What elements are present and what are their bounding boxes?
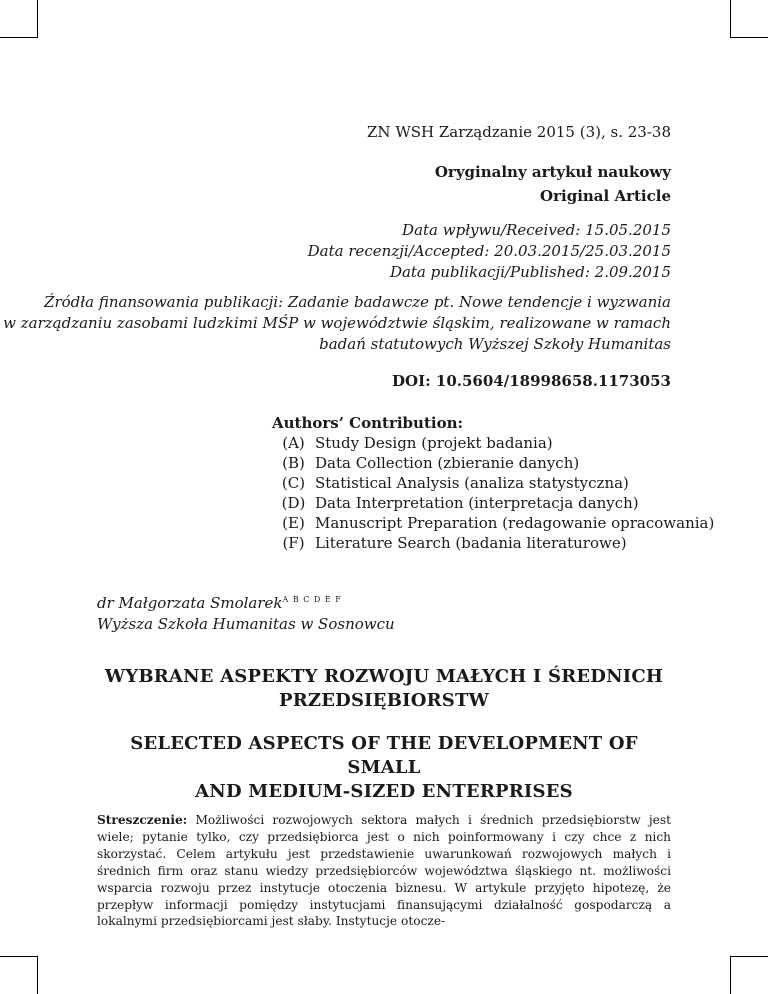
funding-source: [3, 292, 671, 355]
doi[interactable]: DOI: 10.5604/18998658.1173053: [392, 372, 671, 390]
title-en: [97, 732, 671, 804]
crop-mark: [730, 0, 731, 38]
title-en-line: AND MEDIUM-SIZED ENTERPRISES: [195, 781, 573, 802]
article-type-en: Original Article: [540, 187, 671, 205]
crop-mark: [730, 956, 731, 994]
funding-line: badań statutowych Wyższej Szkoły Humanitas: [319, 335, 671, 353]
funding-line: Źródła finansowania publikacji: Zadanie badawcze pt. Nowe tendencje i wyzwania: [44, 293, 671, 311]
abstract: [97, 812, 671, 930]
contribution-item: (C) Statistical Analysis (analiza statystyczna): [281, 474, 629, 492]
contribution-item: (B) Data Collection (zbieranie danych): [282, 454, 580, 472]
contribution-item: (E) Manuscript Preparation (redagowanie opracowania): [282, 514, 715, 532]
author-name: dr Małgorzata Smolarek: [97, 594, 283, 612]
contribution-title: Authors’ Contribution:: [272, 414, 464, 432]
crop-mark: [37, 956, 38, 994]
contribution-item: (D) Data Interpretation (interpretacja danych): [281, 494, 639, 512]
published-date: Data publikacji/Published: 2.09.2015: [389, 263, 671, 281]
title-pl: [97, 665, 671, 713]
crop-mark: [730, 37, 768, 38]
article-type-pl: Oryginalny artykuł naukowy: [434, 163, 671, 181]
abstract-label: Streszczenie:: [97, 813, 188, 827]
abstract-text: Możliwości rozwojowych sektora małych i średnich przedsiębiorstw jest wiele; pytanie tylko, czy przedsiębiorca jest o nich poinformowany i czy chce z nich skorzystać. Celem artykułu jest przedstawienie uwarunkowań rozwojowych małych i średnich firm oraz stanu wiedzy przedsiębiorców województwa śląskiego nt. możliwości wsparcia rozwoju przez instytucje otoczenia biznesu. W artykule przyjęto hipotezę, że przepływ informacji pomiędzy instytucjami finansującymi działalność gospodarczą a lokalnymi przedsiębiorcami jest słaby. Instytucje otocze-: [97, 813, 672, 929]
title-pl-line: PRZEDSIĘBIORSTW: [279, 690, 489, 711]
title-en-line: SELECTED ASPECTS OF THE DEVELOPMENT OF SMALL: [130, 733, 638, 778]
crop-mark: [37, 0, 38, 38]
author-roles: A B C D E F: [282, 595, 342, 604]
crop-mark: [730, 956, 768, 957]
author-block: [97, 589, 395, 635]
article-dates: [308, 220, 671, 283]
journal-reference: ZN WSH Zarządzanie 2015 (3), s. 23-38: [367, 123, 671, 141]
article-type: [435, 160, 671, 208]
funding-line: w zarządzaniu zasobami ludzkimi MŚP w województwie śląskim, realizowane w ramach: [3, 314, 671, 332]
received-date: Data wpływu/Received: 15.05.2015: [402, 221, 671, 239]
crop-mark: [0, 956, 38, 957]
crop-mark: [0, 37, 38, 38]
accepted-date: Data recenzji/Accepted: 20.03.2015/25.03.2015: [307, 242, 671, 260]
authors-contribution: [272, 413, 714, 553]
author-affiliation: Wyższa Szkoła Humanitas w Sosnowcu: [97, 615, 395, 633]
contribution-item: (A) Study Design (projekt badania): [282, 434, 553, 452]
title-pl-line: WYBRANE ASPEKTY ROZWOJU MAŁYCH I ŚREDNICH: [104, 666, 664, 687]
contribution-item: (F) Literature Search (badania literaturowe): [282, 534, 627, 552]
